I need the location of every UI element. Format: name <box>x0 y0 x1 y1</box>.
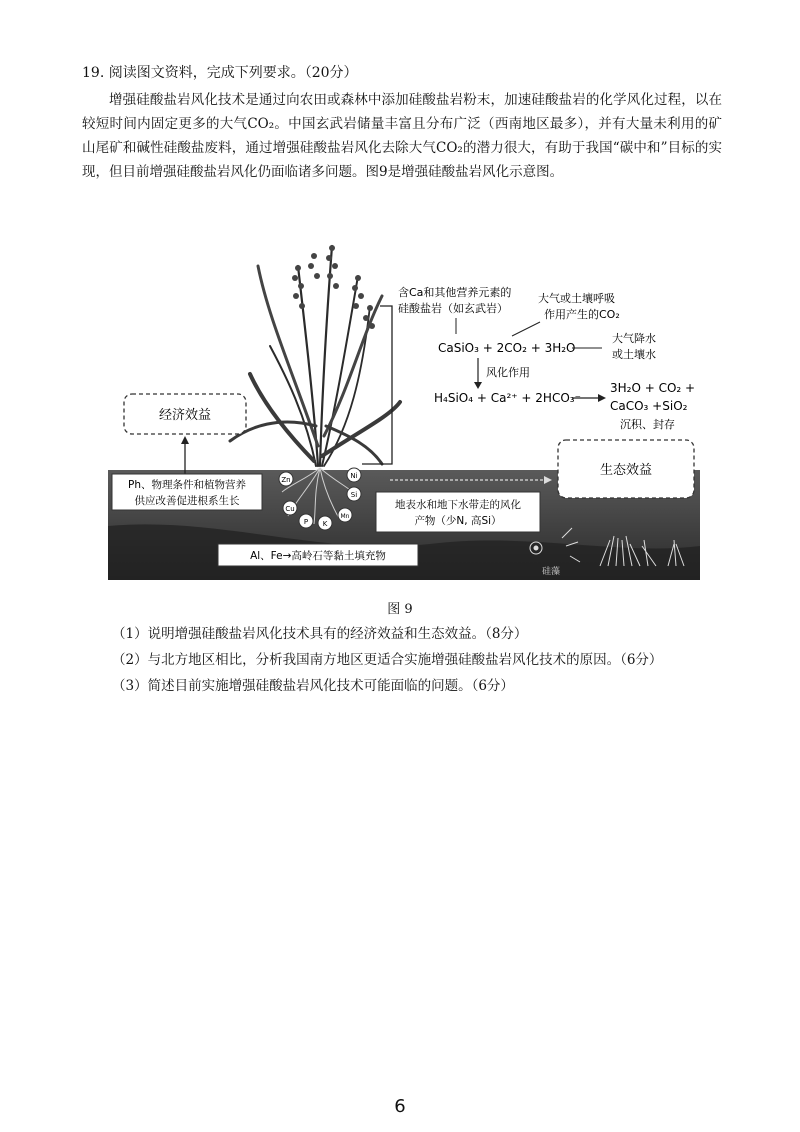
element-cu: Cu <box>285 505 295 513</box>
subquestion-1: （1）说明增强硅酸盐岩风化技术具有的经济效益和生态效益。（8分） <box>112 626 528 642</box>
water-label-line2: 产物（少N, 高Si） <box>414 515 502 527</box>
economic-arrow-head <box>181 436 189 444</box>
deposit-label: 沉积、封存 <box>620 418 675 431</box>
diatom-label: 硅藻 <box>542 567 561 577</box>
element-ni: Ni <box>350 472 358 480</box>
reaction-final-line2: CaCO₃ +SiO₂ <box>610 399 688 413</box>
ph-label-line1: Ph、物理条件和植物营养 <box>128 479 246 491</box>
page-number: 6 <box>394 1096 406 1117</box>
co2-to-reaction-line <box>512 322 540 336</box>
co2-label-line1: 大气或土壤呼吸 <box>538 292 615 305</box>
weathering-arrow-head <box>474 382 482 389</box>
weathering-diagram <box>100 226 720 584</box>
clay-label: Al、Fe→高岭石等黏土填充物 <box>250 550 386 562</box>
economic-benefit-label: 经济效益 <box>158 408 212 423</box>
reaction-products: H₄SiO₄ + Ca²⁺ + 2HCO₃⁻ <box>434 391 581 405</box>
rain-label-line1: 大气降水 <box>612 332 656 345</box>
question-header: 19. 阅读图文资料，完成下列要求。（20分） <box>82 65 358 81</box>
rain-label-line2: 或土壤水 <box>612 348 656 361</box>
ph-label-line2: 供应改善促进根系生长 <box>134 495 240 507</box>
rice-plant-illustration <box>230 246 400 466</box>
reaction-final-line1: 3H₂O + CO₂ + <box>610 381 696 395</box>
element-p: P <box>303 518 309 526</box>
figure-9 <box>100 226 720 584</box>
figure-caption: 图 9 <box>387 602 413 617</box>
reaction-reactants: CaSiO₃ + 2CO₂ + 3H₂O <box>438 341 576 355</box>
element-si: Si <box>350 491 358 499</box>
water-label-line1: 地表水和地下水带走的风化 <box>395 499 521 511</box>
subquestion-3: （3）简述目前实施增强硅酸盐岩风化技术可能面临的问题。（6分） <box>112 678 514 694</box>
element-mn: Mn <box>340 513 350 520</box>
element-zn: Zn <box>281 476 291 484</box>
subquestion-2: （2）与北方地区相比，分析我国南方地区更适合实施增强硅酸盐岩风化技术的原因。（6分） <box>112 652 663 668</box>
products-arrow-head <box>598 394 606 402</box>
rock-label-line1: 含Ca和其他营养元素的 <box>398 286 512 299</box>
question-paragraph: 增强硅酸盐岩风化技术是通过向农田或森林中添加硅酸盐岩粉末，加速硅酸盐岩的化学风化过程，以在较短时间内固定更多的大气CO₂。中国玄武岩储量丰富且分布广泛（西南地区最多），并有大量未利用的矿山尾矿和碱性硅酸盐废料，通过增强硅酸盐岩风化去除大气CO₂的潜力很大，有助于我国“碳中和”目标的实现，但目前增强硅酸盐岩风化仍面临诸多问题。图9是增强硅酸盐岩风化示意图。 <box>82 92 722 180</box>
co2-label-line2: 作用产生的CO₂ <box>544 308 620 321</box>
weathering-label: 风化作用 <box>486 366 530 379</box>
ecological-benefit-label: 生态效益 <box>599 463 653 478</box>
element-k: K <box>322 520 328 528</box>
rock-label-line2: 硅酸盐岩（如玄武岩） <box>398 302 508 315</box>
